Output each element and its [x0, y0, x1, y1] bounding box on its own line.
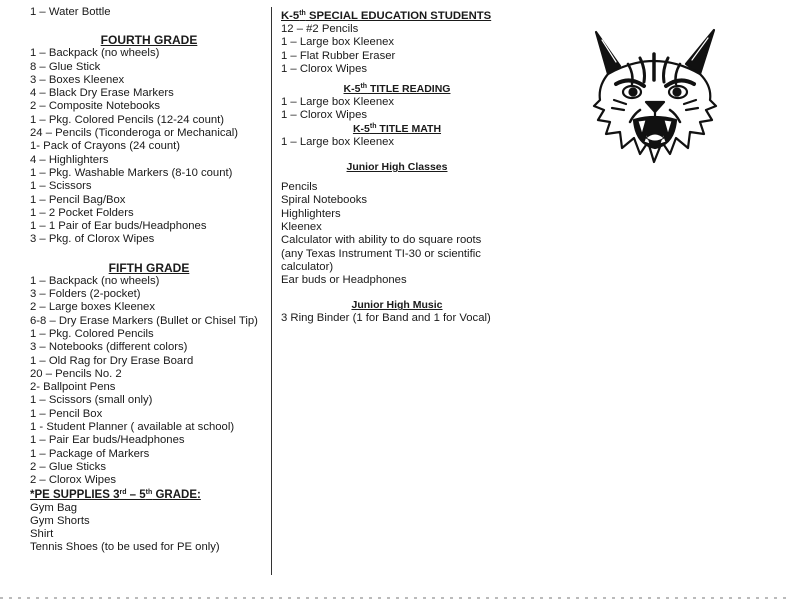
list-item: 2 – Large boxes Kleenex	[30, 301, 155, 314]
list-item: Gym Bag	[30, 501, 78, 514]
pe-heading-part: GRADE:	[152, 488, 201, 501]
list-item: 1 – Large box Kleenex	[281, 135, 395, 148]
list-item: 1 – Large box Kleenex	[281, 36, 395, 49]
list-item: Ear buds or Headphones	[281, 274, 407, 287]
reading-heading-part: K-5	[343, 83, 361, 96]
list-item: 1 – Clorox Wipes	[281, 109, 368, 122]
scan-edge-artifact	[0, 597, 792, 599]
middle-column	[281, 9, 513, 326]
reading-heading-sup: th	[360, 83, 368, 91]
math-heading-sup: th	[369, 122, 377, 130]
fourth-grade-heading: FOURTH GRADE	[100, 33, 198, 48]
fifth-grade-list	[30, 275, 268, 488]
reading-heading-part: TITLE READING	[367, 83, 451, 96]
list-item: 2 – Composite Notebooks	[30, 100, 160, 113]
list-item: 1 – Flat Rubber Eraser	[281, 49, 396, 62]
list-item: 2 – Glue Sticks	[30, 460, 106, 473]
list-item: Spiral Notebooks	[281, 194, 368, 207]
list-item: 4 – Black Dry Erase Markers	[30, 87, 174, 100]
pe-supplies-list	[30, 502, 268, 555]
math-heading-part: K-5	[352, 122, 370, 135]
list-item: 12 – #2 Pencils	[281, 23, 359, 35]
special-education-heading	[281, 9, 513, 23]
wildcat-mascot-icon	[590, 26, 720, 170]
junior-high-music-list	[281, 312, 513, 325]
list-item: 1 – Pencil Box	[30, 407, 103, 420]
list-item: 1 – Package of Markers	[30, 447, 150, 460]
list-item: Kleenex	[281, 220, 322, 233]
list-item: 1 – Old Rag for Dry Erase Board	[30, 354, 194, 367]
list-item: 3 Ring Binder (1 for Band and 1 for Vocal)	[281, 312, 491, 325]
pe-heading-sup: th	[145, 488, 153, 496]
pe-supplies-heading	[30, 488, 268, 502]
title-reading-list	[281, 96, 513, 123]
title-reading-heading	[281, 83, 513, 96]
list-item: 2 – Clorox Wipes	[30, 474, 117, 487]
list-item: 1 – Pair Ear buds/Headphones	[30, 434, 185, 447]
list-item: Gym Shorts	[30, 514, 90, 527]
title-math-list	[281, 136, 513, 149]
list-item: Pencils	[281, 181, 318, 194]
list-item: Tennis Shoes (to be used for PE only)	[30, 541, 220, 554]
calculator-item: Calculator with ability to do square roots (any Texas Instrument TI-30 or scientific calculator)	[281, 234, 482, 273]
column-divider	[271, 7, 272, 575]
title-math-heading	[281, 123, 513, 136]
list-item: 3 – Pkg. of Clorox Wipes	[30, 233, 155, 246]
water-bottle-item: 1 – Water Bottle	[30, 6, 111, 18]
pe-heading-part: *PE SUPPLIES 3	[30, 488, 120, 501]
list-item: 2- Ballpoint Pens	[30, 381, 116, 394]
sped-heading-part: K-5	[281, 10, 300, 22]
junior-high-music-heading: Junior High Music	[351, 299, 443, 312]
list-item: Highlighters	[281, 207, 341, 220]
list-item: 1 – Pkg. Colored Pencils (12-24 count)	[30, 113, 225, 126]
left-column	[30, 6, 268, 555]
pe-heading-sup: rd	[119, 488, 127, 496]
list-item: 1 – Scissors (small only)	[30, 394, 153, 407]
fourth-grade-list	[30, 47, 268, 246]
list-item: 1 – 1 Pair of Ear buds/Headphones	[30, 220, 207, 233]
sped-heading-sup: th	[299, 10, 306, 17]
list-item: 3 – Boxes Kleenex	[30, 73, 125, 86]
list-item: 1 – Pkg. Colored Pencils	[30, 327, 154, 340]
junior-high-classes-heading: Junior High Classes	[346, 161, 448, 174]
list-item: 1- Pack of Crayons (24 count)	[30, 140, 181, 153]
fifth-grade-heading: FIFTH GRADE	[108, 260, 190, 275]
list-item: 3 – Notebooks (different colors)	[30, 341, 188, 354]
pe-heading-part: – 5	[126, 488, 146, 501]
junior-high-classes-list	[281, 181, 513, 287]
list-item: 8 – Glue Stick	[30, 60, 101, 73]
list-item: 1 - Student Planner ( available at school)	[30, 421, 235, 434]
list-item: 3 – Folders (2-pocket)	[30, 288, 141, 301]
list-item: 4 – Highlighters	[30, 153, 109, 166]
list-item: 1 – Pencil Bag/Box	[30, 193, 126, 206]
special-education-list	[281, 23, 513, 76]
list-item: 1 – Scissors	[30, 180, 92, 193]
list-item: 24 – Pencils (Ticonderoga or Mechanical)	[30, 127, 239, 140]
list-item: 1 – Backpack (no wheels)	[30, 47, 160, 60]
sped-heading-part: SPECIAL EDUCATION STUDENTS	[305, 10, 492, 22]
list-item: 6-8 – Dry Erase Markers (Bullet or Chisel Tip)	[30, 314, 258, 327]
list-item: 1 – Clorox Wipes	[281, 62, 368, 75]
list-item: 1 – Backpack (no wheels)	[30, 274, 160, 287]
list-item: 1 – Large box Kleenex	[281, 96, 395, 109]
math-heading-part: TITLE MATH	[376, 122, 442, 135]
list-item: 20 – Pencils No. 2	[30, 367, 122, 380]
list-item: Shirt	[30, 528, 54, 541]
list-item: 1 – 2 Pocket Folders	[30, 206, 134, 219]
list-item: 1 – Pkg. Washable Markers (8-10 count)	[30, 166, 233, 179]
